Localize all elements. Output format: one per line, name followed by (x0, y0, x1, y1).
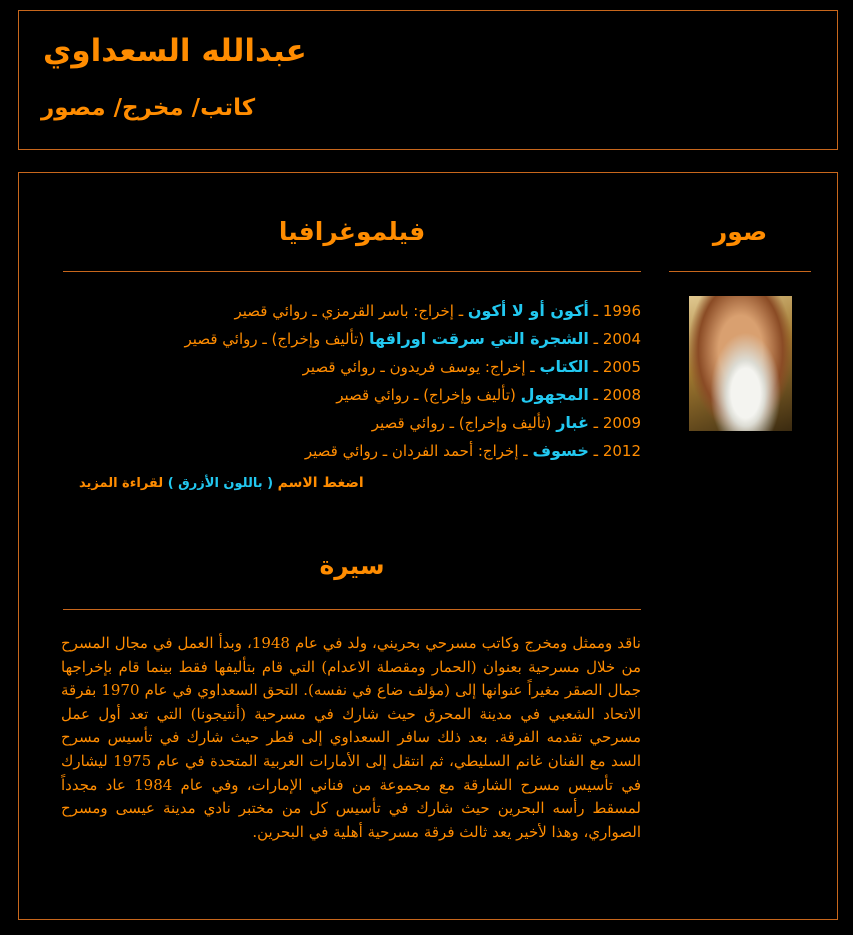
person-roles: كاتب/ مخرج/ مصور (41, 95, 256, 121)
film-year: 1996 (602, 302, 641, 320)
read-more-hint (79, 475, 364, 491)
content-panel (18, 172, 838, 920)
film-details: (تأليف وإخراج) ـ روائي قصير (184, 330, 365, 348)
filmography-list (63, 297, 641, 465)
header-panel (18, 10, 838, 150)
film-details: إخراج: باسر القرمزي ـ روائي قصير (234, 302, 454, 320)
filmography-heading: فيلموغرافيا (278, 217, 426, 246)
hint-blue: ( باللون الأزرق ) (167, 476, 274, 491)
film-year: 2004 (602, 330, 641, 348)
film-item: 2008 ـ المجهول (تأليف وإخراج) ـ روائي قصير (336, 385, 641, 404)
person-photo[interactable] (689, 296, 792, 431)
hint-lead: اضغط الاسم (277, 475, 364, 491)
filmography-divider (63, 271, 641, 272)
film-item: 2004 ـ الشجرة التي سرقت اوراقها (تأليف وإخراج) ـ روائي قصير (184, 329, 641, 348)
film-year: 2008 (602, 386, 641, 404)
biography-divider (63, 609, 641, 610)
film-item: 2005 ـ الكتاب ـ إخراج: يوسف فريدون ـ روائي قصير (302, 357, 641, 376)
film-title-link[interactable]: أكون أو لا أكون (467, 301, 589, 320)
film-details: إخراج: يوسف فريدون ـ روائي قصير (302, 358, 526, 376)
film-year: 2005 (602, 358, 641, 376)
film-year: 2009 (602, 414, 641, 432)
film-details: إخراج: أحمد الفردان ـ روائي قصير (304, 442, 519, 460)
film-details: (تأليف وإخراج) ـ روائي قصير (336, 386, 516, 404)
film-item: 1996 ـ أكون أو لا أكون ـ إخراج: باسر القرمزي ـ روائي قصير (234, 301, 641, 320)
film-item: 2009 ـ غبار (تأليف وإخراج) ـ روائي قصير (371, 413, 641, 432)
biography-heading: سيرة (319, 551, 385, 580)
person-name: عبدالله السعداوي (43, 33, 307, 69)
hint-tail: لقراءة المزيد (79, 476, 164, 491)
film-title-link[interactable]: خسوف (532, 441, 589, 460)
photos-divider (669, 271, 811, 272)
film-title-link[interactable]: الشجرة التي سرقت اوراقها (368, 329, 589, 348)
film-item: 2012 ـ خسوف ـ إخراج: أحمد الفردان ـ روائي قصير (304, 441, 641, 460)
film-details: (تأليف وإخراج) ـ روائي قصير (371, 414, 552, 432)
biography-text: ناقد وممثل ومخرج وكاتب مسرحي بحريني، ولد في عام 1948، وبدأ العمل في مجال المسرح من خلال مسرحية بعنوان (الحمار ومقصلة الاعدام) التي قام بتأليفها فقط بينما قام بإخراجها جمال الصقر مغيراً عنوانها إلى (مؤلف ضاع في نفسه). التحق السعداوي في عام 1970 بفرقة الاتحاد الشعبي في مدينة المحرق حيث شارك في مسرحية (أنتيجونا) التي تعد أول عمل مسرحي تقدمه الفرقة. بعد ذلك سافر السعداوي إلى قطر حيث شارك في تأسيس مسرح السد مع الفنان غانم السليطي، ثم انتقل إلى الأمارات العربية المتحدة في عام 1975 ليشارك في تأسيس مسرح الشارقة مع مجموعة من فناني الإمارات، وفي عام 1984 عاد مجدداً لمسقط رأسه البحرين حيث شارك في تأسيس كل من مختبر نادي مدينة عيسى ومسرح الصواري، وهذا لأخير يعد ثالث فرقة مسرحية أهلية في البحرين. (61, 634, 641, 841)
film-title-link[interactable]: المجهول (520, 385, 589, 404)
film-title-link[interactable]: غبار (556, 413, 589, 432)
film-title-link[interactable]: الكتاب (539, 357, 589, 376)
film-year: 2012 (602, 442, 641, 460)
photos-heading: صور (712, 217, 768, 246)
